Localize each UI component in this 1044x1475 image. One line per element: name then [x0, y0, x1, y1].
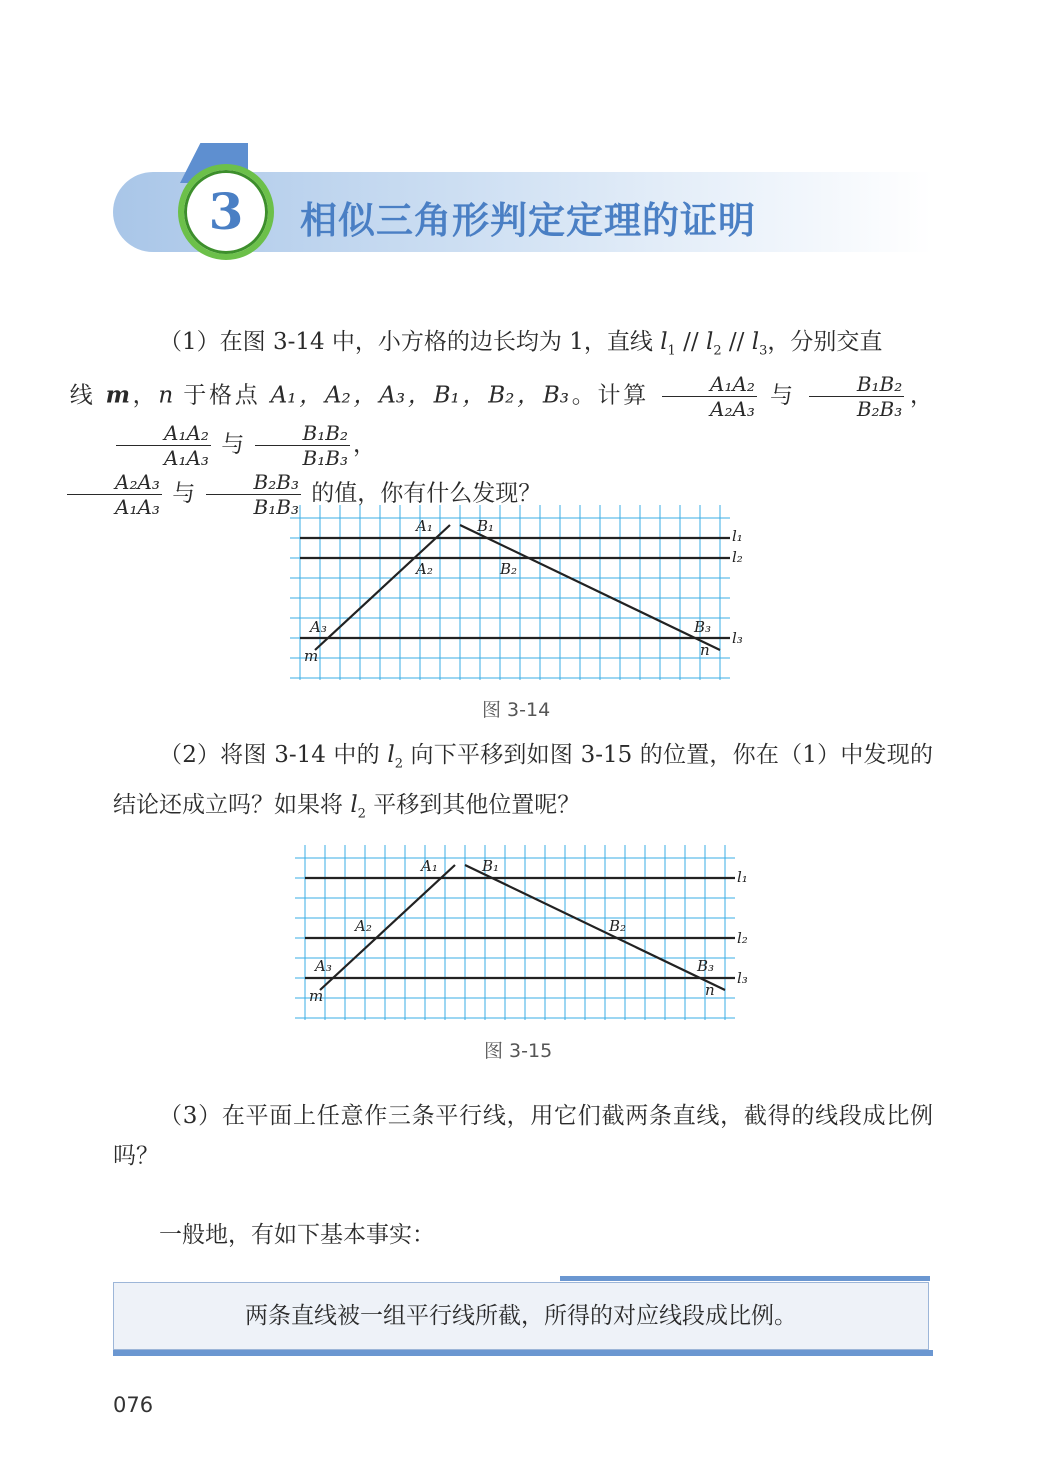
q1-text: 与: [213, 431, 252, 458]
denominator: B₁B₃: [302, 445, 348, 470]
label-b3: B₃: [697, 957, 715, 975]
label-l1: l₁: [732, 527, 743, 545]
q1-text: ，: [352, 431, 376, 458]
sub: 3: [759, 343, 768, 359]
q1-text: 与: [164, 480, 203, 507]
q2-text: （2）将图 3-14 中的: [159, 742, 388, 768]
line-l3: l: [751, 329, 760, 355]
fraction-a1a2-a2a3: [662, 372, 757, 421]
numerator: B₂B₃: [206, 470, 301, 495]
label-b2: B₂: [500, 560, 518, 578]
label-l3: l₃: [737, 969, 748, 987]
q1-text: ，: [907, 382, 934, 409]
sub: 2: [357, 806, 366, 822]
label-b1: B₁: [482, 857, 500, 875]
label-l3: l₃: [732, 629, 743, 647]
fact-box-top-bar: [560, 1276, 930, 1281]
line-n: [460, 525, 720, 650]
line-l2: l: [350, 791, 358, 818]
grid-points: A₁，A₂，A₃，B₁，B₂，B₃: [270, 382, 569, 409]
label-n: n: [700, 641, 710, 659]
numerator: A₁A₂: [116, 421, 211, 446]
numerator: B₁B₂: [809, 372, 904, 397]
label-b2: B₂: [609, 917, 627, 935]
fact-box-bottom-bar: [113, 1350, 933, 1356]
numerator: A₂A₃: [67, 470, 162, 495]
label-a1: A₁: [421, 857, 438, 875]
denominator: A₁A₃: [164, 445, 209, 470]
line-n: n: [158, 382, 174, 409]
label-l1: l₁: [737, 868, 748, 886]
section-title: 相似三角形判定定理的证明: [300, 199, 756, 242]
label-l2: l₂: [737, 929, 748, 947]
label-m: m: [304, 647, 319, 665]
line-m: [315, 525, 450, 650]
parallel-sign: //: [721, 329, 752, 355]
line-l1: l: [660, 329, 668, 355]
line-l2: l: [387, 742, 395, 768]
q1-text: 。计算: [568, 382, 660, 409]
numerator: A₁A₂: [662, 372, 757, 397]
sub: 1: [667, 343, 676, 359]
question-3: （3）在平面上任意作三条平行线，用它们截两条直线，截得的线段成比例吗？: [113, 1103, 933, 1169]
figure-3-14: [290, 505, 743, 685]
label-a1: A₁: [416, 517, 433, 535]
label-m: m: [309, 987, 324, 1005]
section-number: 3: [208, 182, 244, 241]
denominator: A₁A₃: [115, 494, 160, 519]
label-a2: A₂: [355, 917, 372, 935]
figure-3-15-caption: 图 3-15: [484, 1040, 553, 1062]
numerator: B₁B₂: [255, 421, 350, 446]
sub: 2: [713, 343, 722, 359]
grid: [290, 505, 730, 680]
line-m: [320, 865, 455, 990]
q2-text: 平移到其他位置呢？: [365, 791, 581, 818]
figure-3-15: [295, 845, 748, 1025]
fraction-a2a3-a1a3: [67, 470, 162, 519]
question-2: [113, 735, 933, 834]
label-l2: l₂: [732, 548, 743, 566]
page-number: 076: [113, 1393, 154, 1417]
q1-end-text: 的值，你有什么发现？: [303, 480, 542, 507]
label-b3: B₃: [694, 618, 712, 636]
label-a2: A₂: [416, 560, 433, 578]
line-m: m: [105, 381, 130, 409]
fraction-b2b3-b1b3: [206, 470, 301, 519]
line-l2: l: [705, 329, 714, 355]
q2-text: 向下平移到如图 3-15 的位置，你在（1）中发现的结论还成立吗？如果将: [113, 742, 933, 818]
label-a3: A₃: [315, 957, 332, 975]
fraction-b1b2-b1b3: [255, 421, 350, 470]
sub: 2: [394, 756, 404, 772]
fraction-b1b2-b2b3: [809, 372, 904, 421]
q1-text: 与: [759, 382, 806, 409]
section-header: [0, 0, 1044, 300]
figure-3-14-caption: 图 3-14: [482, 699, 551, 721]
basic-fact-text: 两条直线被一组平行线所截，所得的对应线段成比例。: [245, 1303, 797, 1329]
line-n: [465, 865, 725, 990]
question-1: [67, 322, 934, 519]
denominator: B₂B₃: [856, 396, 903, 421]
label-n: n: [705, 981, 715, 999]
fraction-a1a2-a1a3: [116, 421, 211, 470]
denominator: A₂A₃: [710, 396, 755, 421]
q1-text: 于格点: [173, 382, 271, 409]
parallel-sign: //: [675, 329, 706, 355]
label-a3: A₃: [310, 618, 327, 636]
q1-text: 线: [67, 382, 106, 409]
denominator: B₁B₃: [253, 494, 299, 519]
q1-tail-text: ，分别交直: [767, 329, 883, 355]
label-b1: B₁: [477, 517, 495, 535]
general-statement: 一般地，有如下基本事实：: [159, 1222, 435, 1248]
q1-lead-text: （1）在图 3-14 中，小方格的边长均为 1，直线: [159, 329, 661, 355]
q1-text: ，: [129, 382, 159, 409]
